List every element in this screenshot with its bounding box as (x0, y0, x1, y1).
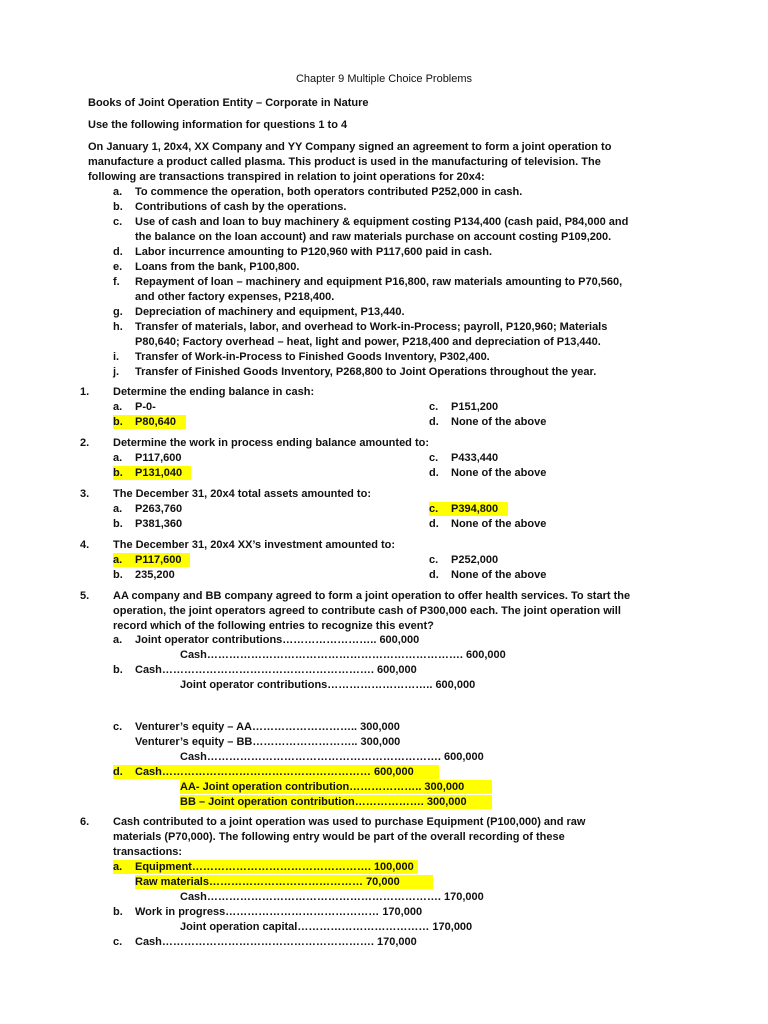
journal-line: Cash………………………………………………………. 170,000 (180, 891, 484, 903)
transaction-item: Loans from the bank, P100,800. (135, 261, 300, 273)
choice-letter: b. (113, 518, 123, 530)
transaction-item: To commence the operation, both operators contributed P252,000 in cash. (135, 186, 523, 198)
choice-letter: c. (113, 721, 123, 733)
intro-line: manufacture a product called plasma. This product is used in the manufacturing of television. The (88, 156, 601, 168)
journal-line: Cash…………………………………………………. 170,000 (135, 936, 417, 948)
choice-letter: d. (429, 416, 439, 428)
choice-letter: d. (429, 518, 439, 530)
transaction-item: Transfer of materials, labor, and overhead to Work-in-Process; payroll, P120,960; Materials (135, 321, 608, 333)
choice: P263,760 (135, 503, 183, 515)
choice: None of the above (451, 569, 547, 581)
subtitle: Books of Joint Operation Entity – Corporate in Nature (88, 97, 369, 109)
choice-letter: b. (113, 664, 123, 676)
choice-letter: b. (113, 416, 123, 428)
intro-line: On January 1, 20x4, XX Company and YY Company signed an agreement to form a joint operation to (88, 141, 612, 153)
journal-line: Work in progress…………………………………… 170,000 (135, 906, 423, 918)
question-number: 4. (80, 539, 90, 551)
transaction-item: Use of cash and loan to buy machinery & equipment costing P134,400 (cash paid, P84,000 and (135, 216, 629, 228)
choice-letter: b. (113, 467, 123, 479)
choice-correct (113, 553, 190, 567)
question-number: 3. (80, 488, 90, 500)
choice-letter: c. (113, 936, 123, 948)
choice-letter: a. (113, 554, 123, 566)
choice-letter: c. (429, 401, 439, 413)
choice: 235,200 (135, 569, 175, 581)
journal-line: Venturer’s equity – BB……………………….. 300,000 (135, 736, 401, 748)
choice: None of the above (451, 518, 547, 530)
question-number: 1. (80, 386, 90, 398)
question-text: Cash contributed to a joint operation was used to purchase Equipment (P100,000) and raw (113, 816, 586, 828)
choice-letter: b. (113, 906, 123, 918)
choice-letter: b. (113, 569, 123, 581)
choice-letter: a. (113, 634, 123, 646)
journal-line: Cash………………………………………………………. 600,000 (180, 751, 484, 763)
question-text: operation, the joint operators agreed to contribute cash of P300,000 each. The joint operation will (113, 605, 621, 617)
list-letter: i. (113, 351, 120, 363)
choice-letter: c. (429, 452, 439, 464)
choice: P-0- (135, 401, 156, 413)
choice-letter: a. (113, 503, 123, 515)
transaction-item: Repayment of loan – machinery and equipment P16,800, raw materials amounting to P70,560, (135, 276, 623, 288)
choice-correct (113, 860, 418, 874)
choice: None of the above (451, 416, 547, 428)
choice: None of the above (451, 467, 547, 479)
choice-correct (429, 502, 508, 516)
list-letter: f. (113, 276, 120, 288)
question-text: AA company and BB company agreed to form a joint operation to offer health services. To start the (113, 590, 631, 602)
journal-line: Equipment…………………………………………. 100,000 (135, 861, 414, 873)
journal-line-correct: AA- Joint operation contribution……………….. 300,000 (180, 780, 492, 794)
journal-line: Cash…………………………………………………. 600,000 (135, 664, 417, 676)
transaction-item: Transfer of Finished Goods Inventory, P268,800 to Joint Operations throughout the year. (135, 366, 597, 378)
transaction-item: Labor incurrence amounting to P120,960 with P117,600 paid in cash. (135, 246, 493, 258)
transaction-item: Contributions of cash by the operations. (135, 201, 347, 213)
choice-letter: c. (429, 554, 439, 566)
question-number: 2. (80, 437, 90, 449)
list-letter: j. (113, 366, 120, 378)
transaction-item: the balance on the loan account) and raw materials purchase on account costing P109,200. (135, 231, 612, 243)
choice-answer: P80,640 (135, 416, 176, 428)
instruction: Use the following information for questions 1 to 4 (88, 119, 348, 131)
transaction-item: Transfer of Work-in-Process to Finished Goods Inventory, P302,400. (135, 351, 490, 363)
page-title: Chapter 9 Multiple Choice Problems (295, 73, 473, 85)
journal-line: Joint operator contributions…………………….. 600,000 (135, 634, 420, 646)
choice: P433,440 (451, 452, 499, 464)
list-letter: c. (113, 216, 123, 228)
list-letter: e. (113, 261, 123, 273)
journal-line: Joint operation capital……………………………… 170,000 (180, 921, 473, 933)
question-text: Determine the ending balance in cash: (113, 386, 315, 398)
list-letter: h. (113, 321, 123, 333)
choice-letter: d. (429, 467, 439, 479)
journal-line: Cash……………………………………………………………. 600,000 (180, 649, 506, 661)
journal-line: Cash………………………………………………… 600,000 (135, 766, 414, 778)
choice-answer: P394,800 (451, 503, 499, 515)
journal-line: Joint operator contributions……………………….. 600,000 (180, 679, 476, 691)
choice-correct (113, 466, 191, 480)
choice-letter: a. (113, 452, 123, 464)
list-letter: a. (113, 186, 123, 198)
choice: P381,360 (135, 518, 183, 530)
choice-correct (113, 765, 439, 779)
question-text: record which of the following entries to recognize this event? (113, 620, 434, 632)
transaction-item: P80,640; Factory overhead – heat, light and power, P218,400 and depreciation of P13,440. (135, 336, 601, 348)
question-text: transactions: (113, 846, 183, 858)
choice-letter: d. (429, 569, 439, 581)
journal-line-correct: Raw materials…………………………………… 70,000 (135, 875, 433, 889)
choice-letter: a. (113, 861, 123, 873)
choice-answer: P117,600 (135, 554, 182, 566)
journal-line: Venturer’s equity – AA……………………….. 300,000 (135, 721, 400, 733)
question-text: Determine the work in process ending balance amounted to: (113, 437, 430, 449)
question-number: 5. (80, 590, 90, 602)
choice: P117,600 (135, 452, 182, 464)
choice: P151,200 (451, 401, 499, 413)
transaction-item: Depreciation of machinery and equipment, P13,440. (135, 306, 405, 318)
choice-letter: c. (429, 503, 439, 515)
question-text: The December 31, 20x4 XX’s investment amounted to: (113, 539, 396, 551)
list-letter: b. (113, 201, 123, 213)
list-letter: d. (113, 246, 123, 258)
choice-letter: d. (113, 766, 123, 778)
choice: P252,000 (451, 554, 499, 566)
question-text: materials (P70,000). The following entry would be part of the overall recording of these (113, 831, 565, 843)
question-number: 6. (80, 816, 90, 828)
intro-line: following are transactions transpired in relation to joint operations for 20x4: (88, 171, 485, 183)
choice-letter: a. (113, 401, 123, 413)
transaction-item: and other factory expenses, P218,400. (135, 291, 335, 303)
journal-line-correct: BB – Joint operation contribution………………. 300,000 (180, 795, 492, 809)
choice-answer: P131,040 (135, 467, 183, 479)
question-text: The December 31, 20x4 total assets amounted to: (113, 488, 371, 500)
choice-correct (113, 415, 186, 429)
list-letter: g. (113, 306, 123, 318)
